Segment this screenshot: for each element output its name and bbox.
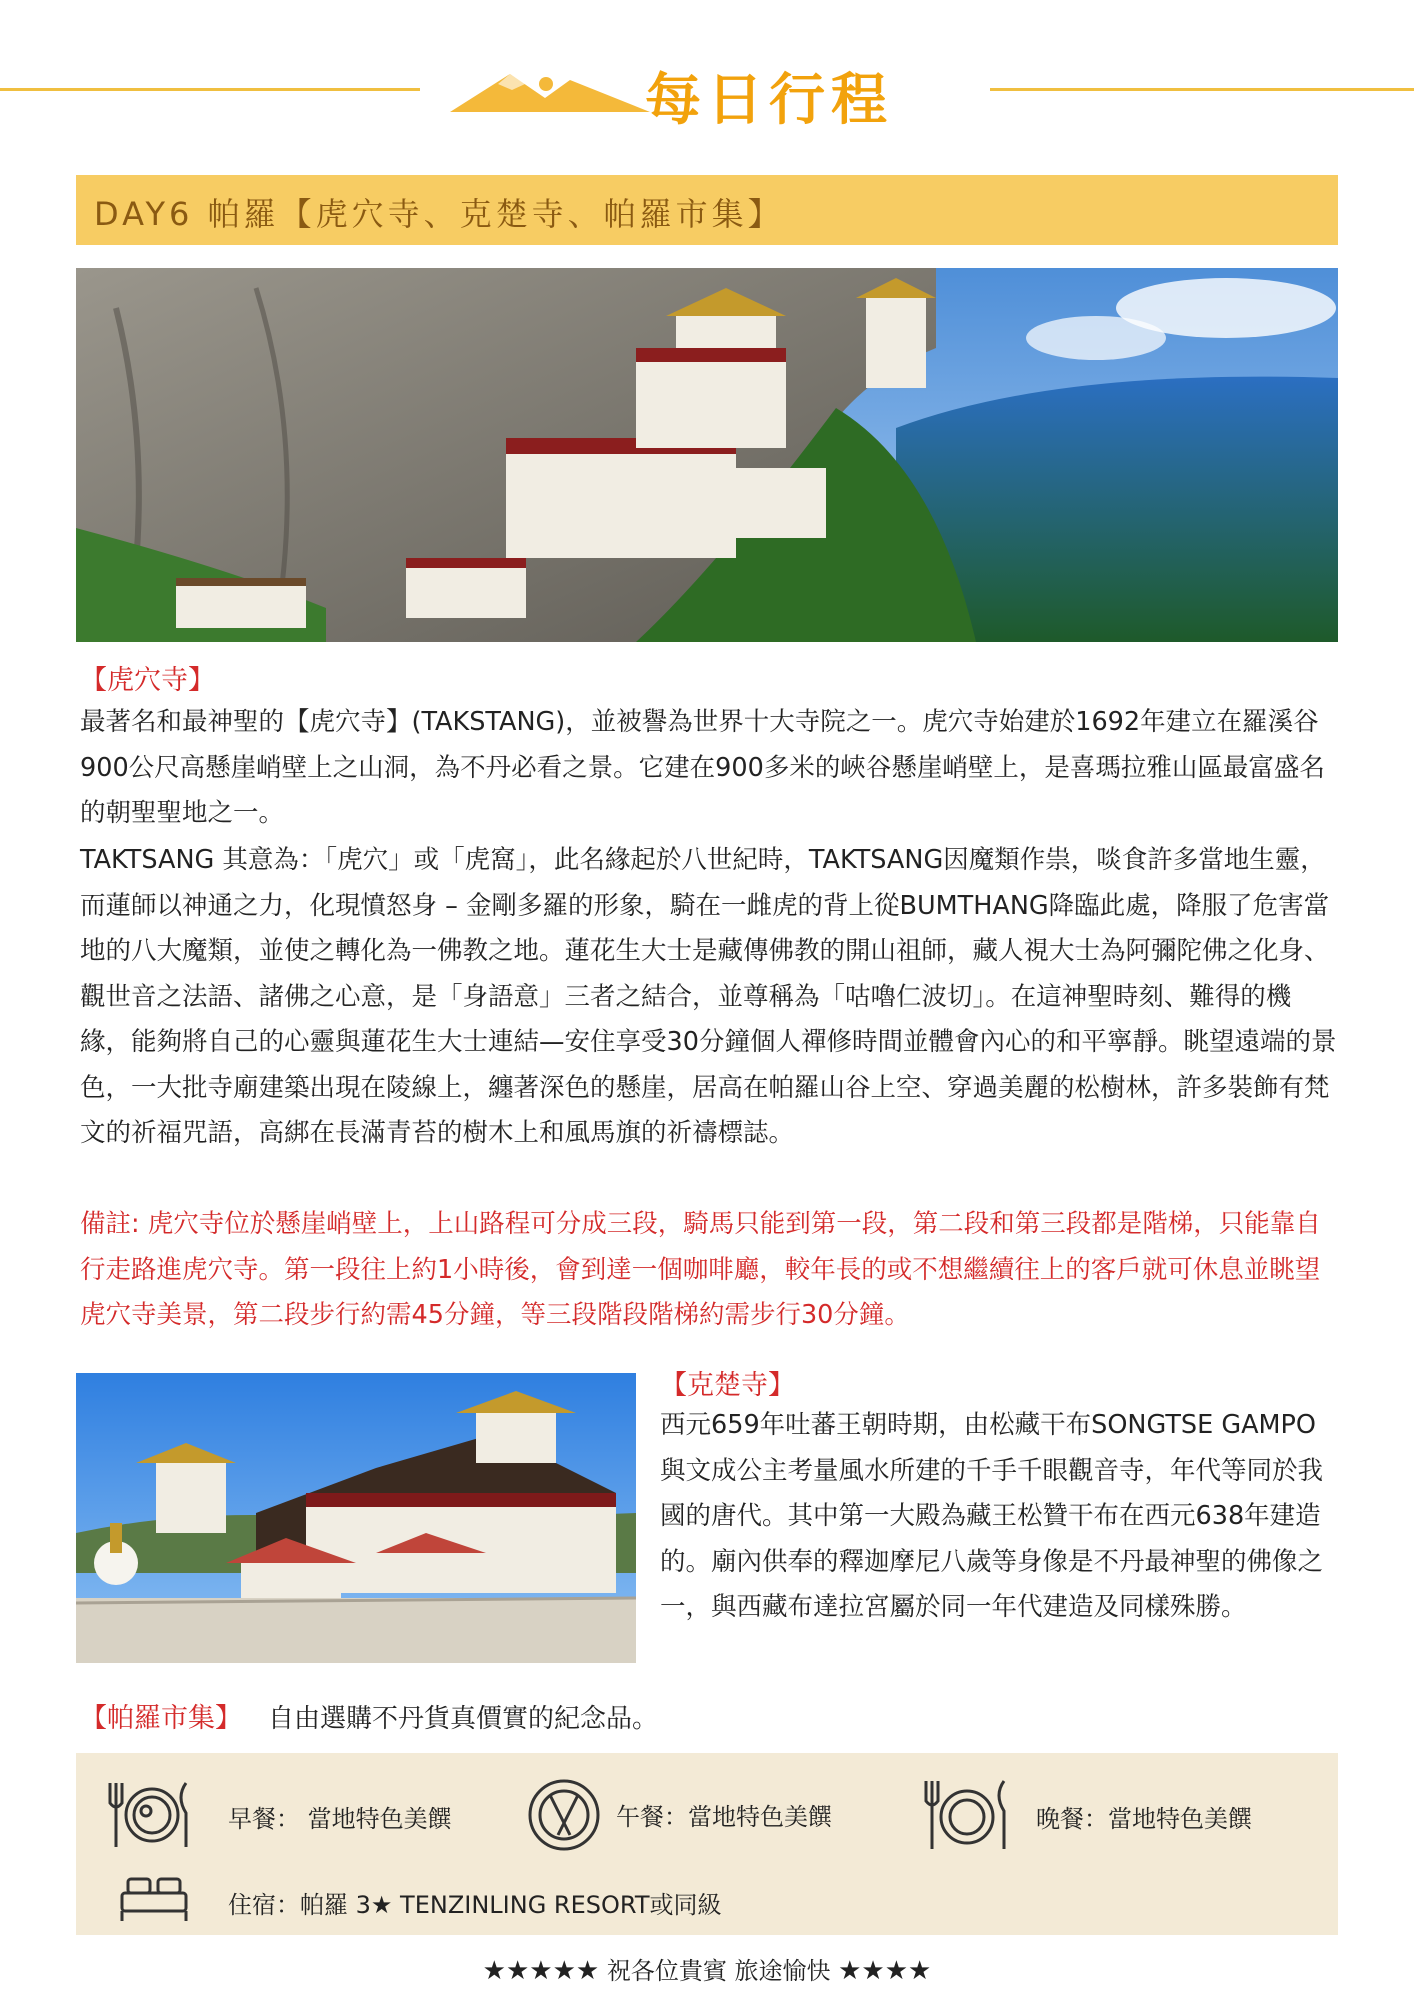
page-header xyxy=(0,60,1414,133)
kyichu-temple-photo xyxy=(76,1373,636,1663)
tigers-nest-intro: 最著名和最神聖的【虎穴寺】(TAKSTANG)，並被譽為世界十大寺院之一。虎穴寺始建於1692年建立在羅溪谷900公尺高懸崖峭壁上之山洞，為不丹必看之景。它建在900多米的峽谷懸崖峭壁上，是喜瑪拉雅山區最富盛名的朝聖聖地之一。 xyxy=(80,707,1325,828)
breakfast-text: 早餐： 當地特色美饌 xyxy=(228,1805,452,1833)
day-title-bar xyxy=(76,175,1338,245)
market-row xyxy=(80,1696,658,1735)
breakfast-plate-icon xyxy=(106,1777,196,1853)
header-line-left xyxy=(0,88,420,91)
header-line-right xyxy=(990,88,1414,91)
kyichu-heading: 【克楚寺】 xyxy=(660,1370,795,1401)
footer-stars-right: ★★★★ xyxy=(838,1956,932,1986)
hotel-text: 住宿：帕羅 3★ TENZINLING RESORT或同級 xyxy=(228,1891,722,1919)
lunch-text: 午餐：當地特色美饌 xyxy=(616,1803,832,1831)
tigers-nest-note: 備註: 虎穴寺位於懸崖峭壁上，上山路程可分成三段，騎馬只能到第一段，第二段和第三段都是階梯，只能靠自行走路進虎穴寺。第一段往上約1小時後，會到達一個咖啡廳，較年長的或不想繼續往上的客戶就可休息並眺望虎穴寺美景，第二段步行約需45分鐘，等三段階段階梯約需步行30分鐘。 xyxy=(80,1209,1321,1330)
dinner-plate-icon xyxy=(922,1773,1012,1857)
dinner-text: 晚餐：當地特色美饌 xyxy=(1036,1805,1252,1833)
footer-stars-left: ★★★★★ xyxy=(482,1956,600,1986)
lunch-plate-icon xyxy=(524,1773,604,1857)
market-description: 自由選購不丹貨真價實的紀念品。 xyxy=(268,1704,659,1734)
day-title: DAY6 帕羅【虎穴寺、克楚寺、帕羅市集】 xyxy=(94,195,784,233)
footer xyxy=(0,1951,1414,1986)
meals-box xyxy=(76,1753,1338,1935)
mountain-buddha-logo-icon xyxy=(450,60,650,120)
page-title: 每日行程 xyxy=(645,68,893,133)
footer-text: 祝各位貴賓 旅途愉快 xyxy=(606,1957,831,1985)
tigers-nest-heading: 【虎穴寺】 xyxy=(80,665,215,696)
tigers-nest-photo xyxy=(76,268,1338,642)
bed-icon xyxy=(118,1871,190,1923)
market-heading: 【帕羅市集】 xyxy=(80,1703,242,1734)
tigers-nest-legend: TAKTSANG 其意為：「虎穴」或「虎窩」，此名緣起於八世紀時，TAKTSANG因魔類作祟，啖食許多當地生靈，而蓮師以神通之力，化現憤怒身 – 金剛多羅的形象，騎在一雌虎的背上從BUMTHANG降臨此處，降服了危害當地的八大魔類，並使之轉化為一佛教之地。蓮花生大士是藏傳佛教的開山祖師，藏人視大士為阿彌陀佛之化身、觀世音之法語、諸佛之心意，是「身語意」三者之結合，並尊稱為「咕嚕仁波切」。在這神聖時刻、難得的機緣，能夠將自己的心靈與蓮花生大士連結—安住享受30分鐘個人禪修時間並體會內心的和平寧靜。眺望遠端的景色，一大批寺廟建築出現在陵線上，纏著深色的懸崖，居高在帕羅山谷上空、穿過美麗的松樹林，許多裝飾有梵文的祈福咒語，高綁在長滿青苔的樹木上和風馬旗的祈禱標誌。 xyxy=(80,845,1337,1148)
kyichu-description: 西元659年吐蕃王朝時期，由松藏干布SONGTSE GAMPO與文成公主考量風水所建的千手千眼觀音寺，年代等同於我國的唐代。其中第一大殿為藏王松贊干布在西元638年建造的。廟內供奉的釋迦摩尼八歲等身像是不丹最神聖的佛像之一，與西藏布達拉宮屬於同一年代建造及同樣殊勝。 xyxy=(660,1410,1324,1622)
